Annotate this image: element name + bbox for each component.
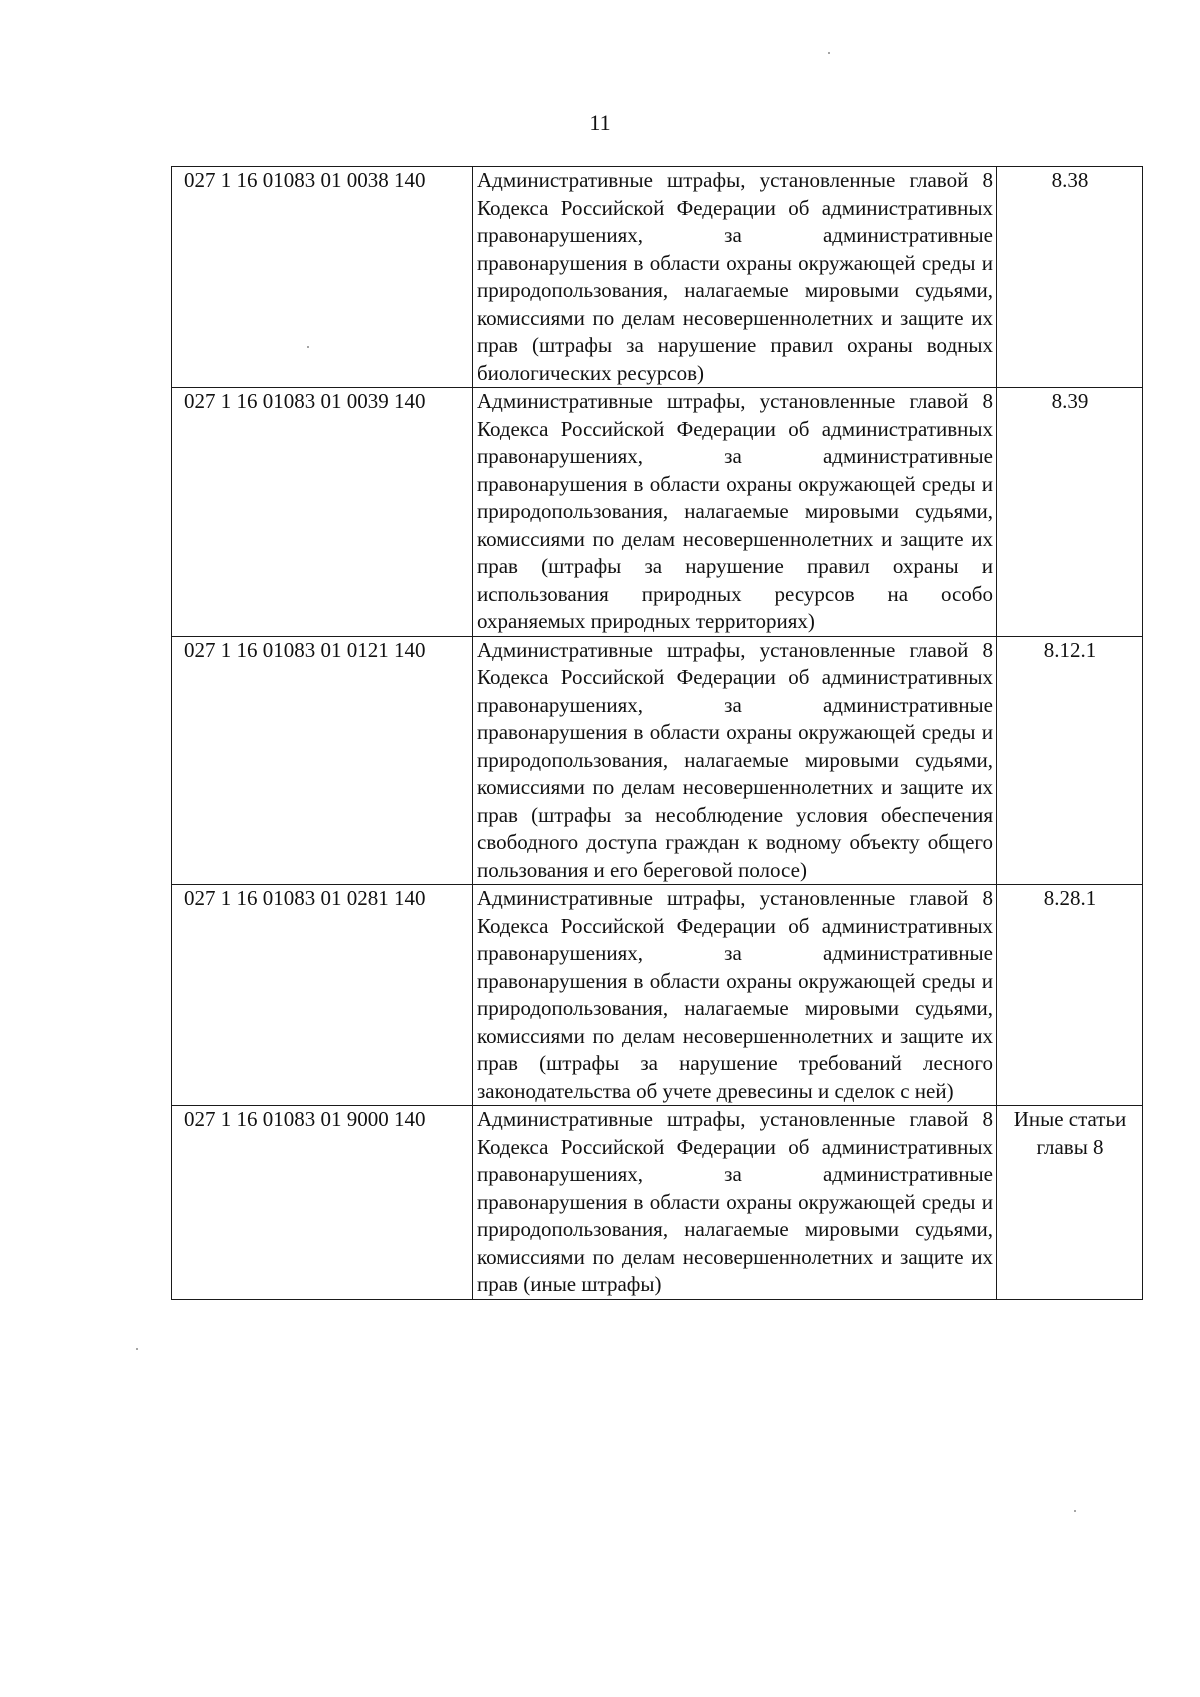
fines-table [171, 166, 1143, 1300]
article-cell: 8.38 [997, 167, 1143, 388]
scan-speck [828, 52, 830, 54]
article-cell: Иные статьи главы 8 [997, 1106, 1143, 1300]
description-cell: Административные штрафы, установленные главой 8 Кодекса Российской Федерации об административных правонарушениях, за административные правонарушения в области охраны окружающей среды и природопользования, налагаемые мировыми судьями, комиссиями по делам несовершеннолетних и защите их прав (штрафы за несоблюдение условия обеспечения свободного доступа граждан к водному объекту общего пользования и его береговой полосе) [473, 636, 997, 885]
article-cell: 8.12.1 [997, 636, 1143, 885]
budget-code-cell: 027 1 16 01083 01 0121 140 [172, 636, 473, 885]
scan-speck [307, 346, 309, 348]
article-cell: 8.39 [997, 388, 1143, 637]
table-row [172, 636, 1143, 885]
scan-speck [1074, 1510, 1076, 1512]
description-cell: Административные штрафы, установленные главой 8 Кодекса Российской Федерации об административных правонарушениях, за административные правонарушения в области охраны окружающей среды и природопользования, налагаемые мировыми судьями, комиссиями по делам несовершеннолетних и защите их прав (штрафы за нарушение требований лесного законодательства об учете древесины и сделок с ней) [473, 885, 997, 1106]
table-row [172, 885, 1143, 1106]
budget-code-cell: 027 1 16 01083 01 0281 140 [172, 885, 473, 1106]
budget-code-cell: 027 1 16 01083 01 0038 140 [172, 167, 473, 388]
page-number: 11 [589, 110, 611, 135]
description-cell: Административные штрафы, установленные главой 8 Кодекса Российской Федерации об административных правонарушениях, за административные правонарушения в области охраны окружающей среды и природопользования, налагаемые мировыми судьями, комиссиями по делам несовершеннолетних и защите их прав (штрафы за нарушение правил охраны и использования природных ресурсов на особо охраняемых природных территориях) [473, 388, 997, 637]
description-cell: Административные штрафы, установленные главой 8 Кодекса Российской Федерации об административных правонарушениях, за административные правонарушения в области охраны окружающей среды и природопользования, налагаемые мировыми судьями, комиссиями по делам несовершеннолетних и защите их прав (штрафы за нарушение правил охраны водных биологических ресурсов) [473, 167, 997, 388]
table-row [172, 1106, 1143, 1300]
article-cell: 8.28.1 [997, 885, 1143, 1106]
scan-speck [136, 1348, 138, 1350]
table-row [172, 388, 1143, 637]
table-row [172, 167, 1143, 388]
budget-code-cell: 027 1 16 01083 01 9000 140 [172, 1106, 473, 1300]
budget-code-cell: 027 1 16 01083 01 0039 140 [172, 388, 473, 637]
description-cell: Административные штрафы, установленные главой 8 Кодекса Российской Федерации об административных правонарушениях, за административные правонарушения в области охраны окружающей среды и природопользования, налагаемые мировыми судьями, комиссиями по делам несовершеннолетних и защите их прав (иные штрафы) [473, 1106, 997, 1300]
